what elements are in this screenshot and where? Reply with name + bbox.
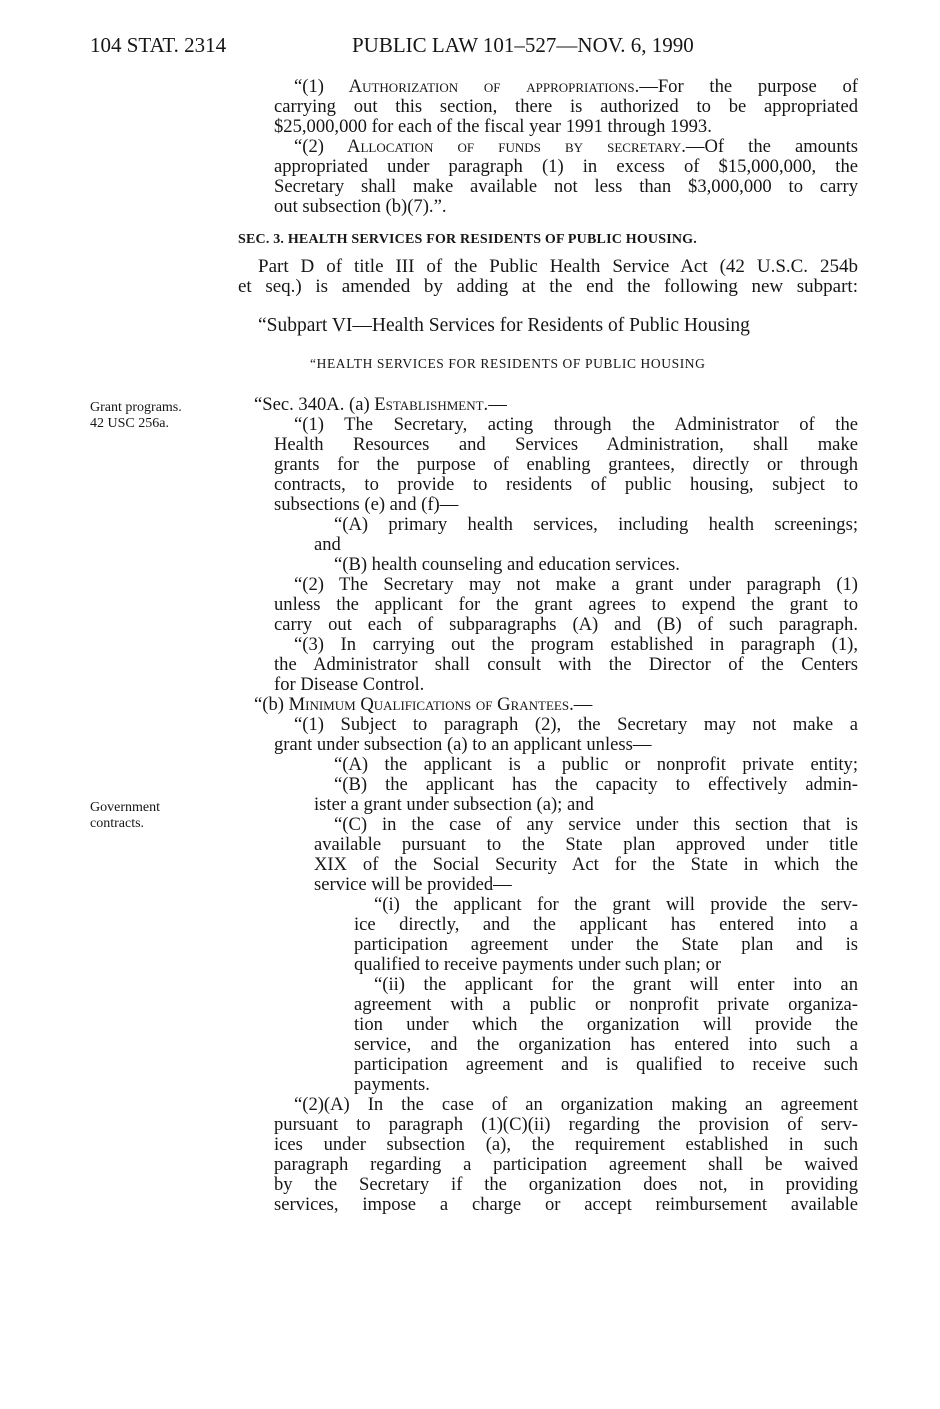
para-2-heading: “(2) Allocation of funds by secretary. [294, 136, 686, 157]
sec-340a-heading: Establishment. [374, 394, 489, 415]
text-line: “(A) the applicant is a public or nonprofit private entity; [334, 754, 858, 775]
text-line: grants for the purpose of enabling grantees, directly or through [274, 454, 858, 475]
text-line: “(1) Subject to paragraph (2), the Secretary may not make a [294, 714, 858, 735]
subsection-b-lead: “(b) Minimum Qualifications of Grantees.— [254, 694, 593, 715]
para-1-line [294, 77, 858, 97]
text-line: contracts, to provide to residents of public housing, subject to [274, 474, 858, 495]
margin-note-line: Grant programs. [90, 400, 182, 415]
section-heading: SEC. 3. HEALTH SERVICES FOR RESIDENTS OF PUBLIC HOUSING. [238, 232, 697, 247]
text-line: “(2) The Secretary may not make a grant under paragraph (1) [294, 574, 858, 595]
text-line: unless the applicant for the grant agrees to expend the grant to [274, 594, 858, 615]
text-line: agreement with a public or nonprofit private organiza- [354, 994, 858, 1015]
text-line: grant under subsection (a) to an applicant unless— [274, 734, 652, 755]
text-line: for Disease Control. [274, 674, 425, 695]
sec-340a-lead: “Sec. 340A. (a) Establishment.— [254, 394, 507, 415]
text-line: participation agreement under the State plan and is [354, 934, 858, 955]
text-line: “(B) the applicant has the capacity to effectively admin- [334, 774, 858, 795]
section-caption: “HEALTH SERVICES FOR RESIDENTS OF PUBLIC HOUSING [310, 356, 706, 371]
page-title: PUBLIC LAW 101–527—NOV. 6, 1990 [352, 33, 694, 57]
text-line: paragraph regarding a participation agreement shall be waived [274, 1154, 858, 1175]
text-line: subsections (e) and (f)— [274, 494, 459, 515]
section-intro-line: Part D of title III of the Public Health Service Act (42 U.S.C. 254b [258, 256, 858, 277]
text-line: tion under which the organization will provide the [354, 1014, 858, 1035]
text-line: “(2)(A) In the case of an organization making an agreement [294, 1094, 858, 1115]
margin-note-line: contracts. [90, 816, 145, 831]
margin-note-line: Government [90, 800, 160, 815]
text-line: “(3) In carrying out the program established in paragraph (1), [294, 634, 858, 655]
text-line: “(i) the applicant for the grant will provide the serv- [374, 894, 858, 915]
margin-note-government-contracts [90, 800, 160, 832]
text-line: XIX of the Social Security Act for the State in which the [314, 854, 858, 875]
para-1-heading: “(1) Authorization of appropriations. [294, 76, 640, 97]
text-line: payments. [354, 1074, 430, 1095]
para-1-line: carrying out this section, there is authorized to be appropriated [274, 96, 858, 117]
para-2-line: appropriated under paragraph (1) in excess of $15,000,000, the [274, 156, 858, 177]
para-2-line: out subsection (b)(7).”. [274, 196, 447, 217]
page-reference: 104 STAT. 2314 [90, 33, 227, 57]
text-line: carry out each of subparagraphs (A) and (B) of such paragraph. [274, 614, 858, 635]
text-line: service, and the organization has entered into such a [354, 1034, 858, 1055]
text-line: by the Secretary if the organization does not, in providing [274, 1174, 858, 1195]
text-line: “(B) health counseling and education services. [334, 554, 680, 575]
margin-note-grant-programs [90, 400, 182, 432]
text-line: “(1) The Secretary, acting through the Administrator of the [294, 414, 858, 435]
text-line: ister a grant under subsection (a); and [314, 794, 594, 815]
text-line: ice directly, and the applicant has entered into a [354, 914, 858, 935]
para-2-text: —Of the amounts [685, 136, 859, 157]
para-1-line: $25,000,000 for each of the fiscal year 1991 through 1993. [274, 116, 712, 137]
para-2-line [294, 137, 858, 157]
para-1-text: —For the purpose of [639, 76, 858, 97]
section-intro-line: et seq.) is amended by adding at the end the following new subpart: [238, 276, 858, 297]
text-line: the Administrator shall consult with the Director of the Centers [274, 654, 858, 675]
subpart-title: “Subpart VI—Health Services for Residents of Public Housing [258, 315, 750, 336]
text-line: “(ii) the applicant for the grant will enter into an [374, 974, 858, 995]
text-line: ices under subsection (a), the requirement established in such [274, 1134, 858, 1155]
text-line: participation agreement and is qualified to receive such [354, 1054, 858, 1075]
text-line: qualified to receive payments under such plan; or [354, 954, 722, 975]
text-line: “(C) in the case of any service under this section that is [334, 814, 858, 835]
text-line: available pursuant to the State plan approved under title [314, 834, 858, 855]
margin-note-line: 42 USC 256a. [90, 416, 169, 431]
subsection-b-heading: Minimum Qualifications of Grantees. [288, 694, 574, 715]
text-line: services, impose a charge or accept reimbursement available [274, 1194, 858, 1215]
text-line: Health Resources and Services Administration, shall make [274, 434, 858, 455]
text-line: pursuant to paragraph (1)(C)(ii) regarding the provision of serv- [274, 1114, 858, 1135]
para-2-line: Secretary shall make available not less than $3,000,000 to carry [274, 176, 858, 197]
text-line: service will be provided— [314, 874, 512, 895]
text-line: “(A) primary health services, including health screenings; [334, 514, 858, 535]
text-line: and [314, 534, 341, 555]
